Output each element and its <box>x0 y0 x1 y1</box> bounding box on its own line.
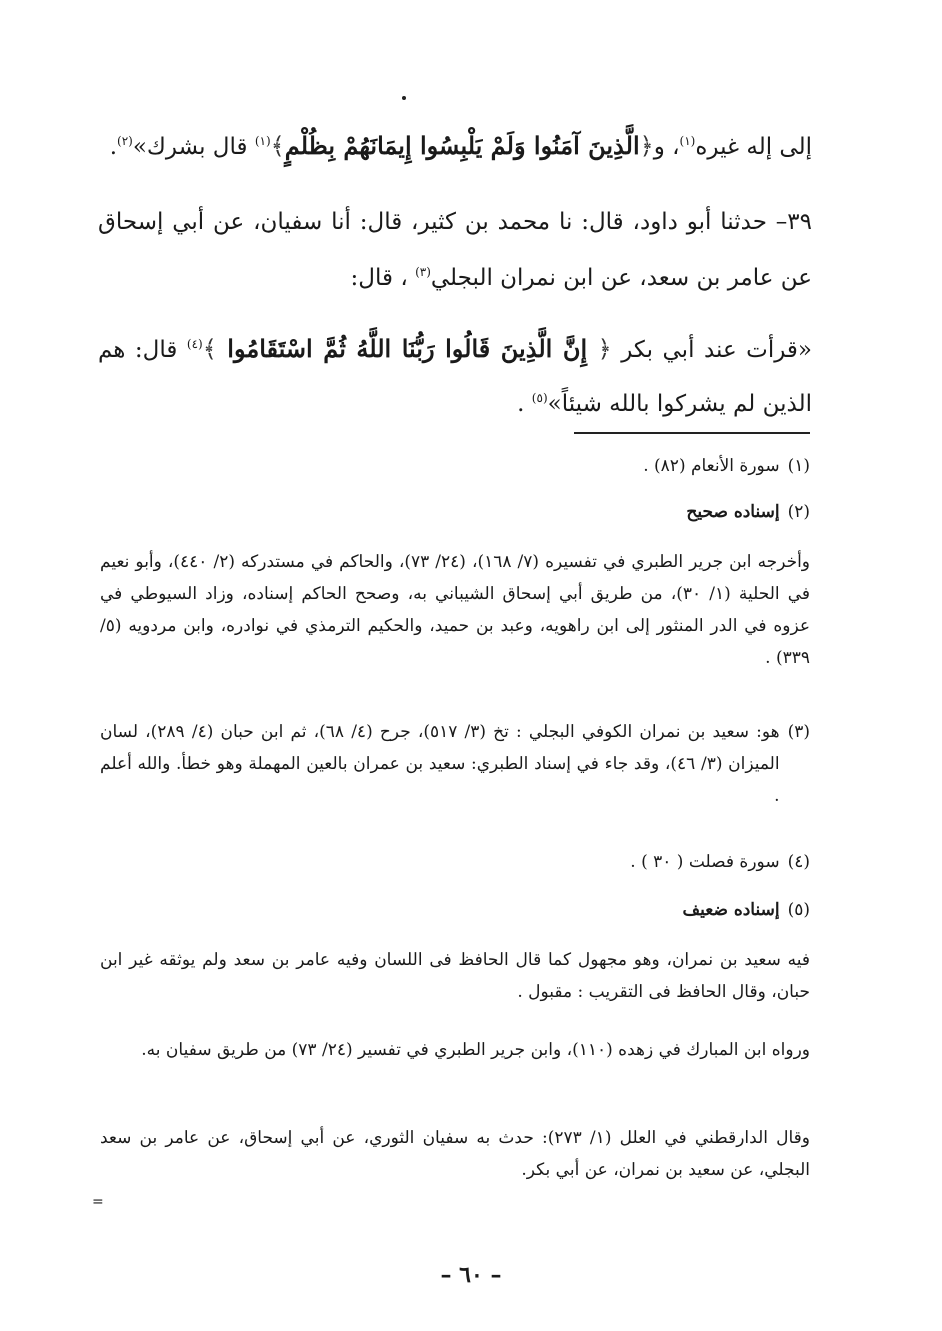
footnote-marker: (٥) <box>531 391 548 405</box>
quran-verse: إِنَّ الَّذِينَ قَالُوا رَبُّنَا اللَّهُ ثُمَّ اسْتَقَامُوا <box>216 334 598 363</box>
main-paragraph-3 <box>98 322 812 431</box>
footnote-number: (١) <box>787 456 810 476</box>
quran-bracket-open: ﴿ <box>597 335 612 363</box>
quran-bracket-close: ﴾ <box>202 335 217 363</box>
footnote-5-para-2 <box>100 1034 810 1066</box>
footnote-marker: (٢) <box>117 134 133 148</box>
footnote-text: فيه سعيد بن نمران، وهو مجهول كما قال الحافظ فى اللسان وفيه عامر بن سعد ولم يوثقه غير ابن حبان، وقال الحافظ فى التقريب : مقبول . <box>100 950 810 1002</box>
text-run: «قرأت عند أبي بكر <box>611 337 812 363</box>
text-run: قال: هم الذين لم يشركوا بالله شيئاً» <box>98 337 812 417</box>
quran-bracket-close: ﴾ <box>270 132 285 160</box>
footnote-marker: (٣) <box>415 265 431 279</box>
footnote-number: (٣) <box>787 722 810 742</box>
text-run: إلى إله غيره <box>695 134 812 160</box>
page-number: – ٦٠ – <box>440 1262 502 1288</box>
footnote-marker: (٤) <box>186 337 203 351</box>
footnote-marker: (١) <box>254 134 271 148</box>
footnote-text: وأخرجه ابن جرير الطبري في تفسيره (٧/ ١٦٨)، (٢٤/ ٧٣)، والحاكم في مستدركه (٢/ ٤٤٠)، وأبو نعيم في الحلية (١/ ٣٠)، من طريق أبي إسحاق الشيباني به، وصحح الحاكم إسناده، وزاد السيوطي في عزوه في الدر المنثور إلى ابن راهويه، وعبد بن حميد، والحكيم الترمذي في نوادره، وابن مردويه (٥/ ٣٣٩) . <box>100 552 811 668</box>
quran-verse: الَّذِينَ آمَنُوا وَلَمْ يَلْبِسُوا إِيمَانَهُمْ بِظُلْمٍ <box>284 131 640 160</box>
text-run: ، قال: <box>350 265 416 291</box>
hadith-chain: ٣٩– حدثنا أبو داود، قال: نا محمد بن كثير، قال: أنا سفيان، عن أبي إسحاق عن عامر بن سعد، عن ابن نمران البجلي <box>98 209 812 291</box>
ink-dot <box>402 96 406 100</box>
continuation-mark: = <box>92 1194 104 1210</box>
footnote-number: (٥) <box>787 900 810 920</box>
footnote-2 <box>100 496 810 528</box>
footnote-heading: إسناده ضعيف <box>682 900 780 920</box>
footnote-5 <box>100 894 810 926</box>
text-run: . <box>517 391 532 417</box>
footnote-separator <box>574 432 810 434</box>
footnote-text: ورواه ابن المبارك في زهده (١١٠)، وابن جرير الطبري في تفسير (٢٤/ ٧٣) من طريق سفيان به. <box>141 1040 810 1060</box>
footnote-1 <box>100 450 810 482</box>
text-run: قال بشرك» <box>132 134 255 160</box>
quran-bracket-open: ﴿ <box>639 132 654 160</box>
text-run: ، و <box>653 134 680 160</box>
footnote-text: سورة الأنعام (٨٢) . <box>643 456 780 476</box>
footnote-text: وقال الدارقطني في العلل (١/ ٢٧٣): حدث به سفيان الثوري، عن أبي إسحاق، عن عامر بن سعد البجلي، عن سعيد بن نمران، عن أبي بكر. <box>100 1128 811 1180</box>
footnote-5-para-1 <box>100 944 810 1008</box>
main-paragraph-2 <box>98 194 812 306</box>
footnote-marker: (١) <box>679 134 696 148</box>
footnote-4 <box>100 846 810 878</box>
text-run: . <box>109 134 118 160</box>
footnote-text: هو: سعيد بن نمران الكوفي البجلي : تخ (٣/ ٥١٧)، جرح (٤/ ٦٨)، ثم ابن حبان (٤/ ٢٨٩)، لسان الميزان (٣/ ٤٦)، وقد جاء في إسناد الطبري: سعيد بن عمران بالعين المهملة وهو خطأ. والله أعلم . <box>100 722 780 806</box>
footnote-number: (٢) <box>787 502 810 522</box>
footnote-number: (٤) <box>787 852 810 872</box>
main-paragraph-1 <box>98 126 812 167</box>
footnote-heading: إسناده صحيح <box>686 502 780 522</box>
footnote-2-body <box>100 546 810 674</box>
footnote-text: سورة فصلت ( ٣٠ ) . <box>630 852 780 872</box>
footnote-5-para-3 <box>100 1122 810 1186</box>
footnote-3 <box>100 716 810 812</box>
